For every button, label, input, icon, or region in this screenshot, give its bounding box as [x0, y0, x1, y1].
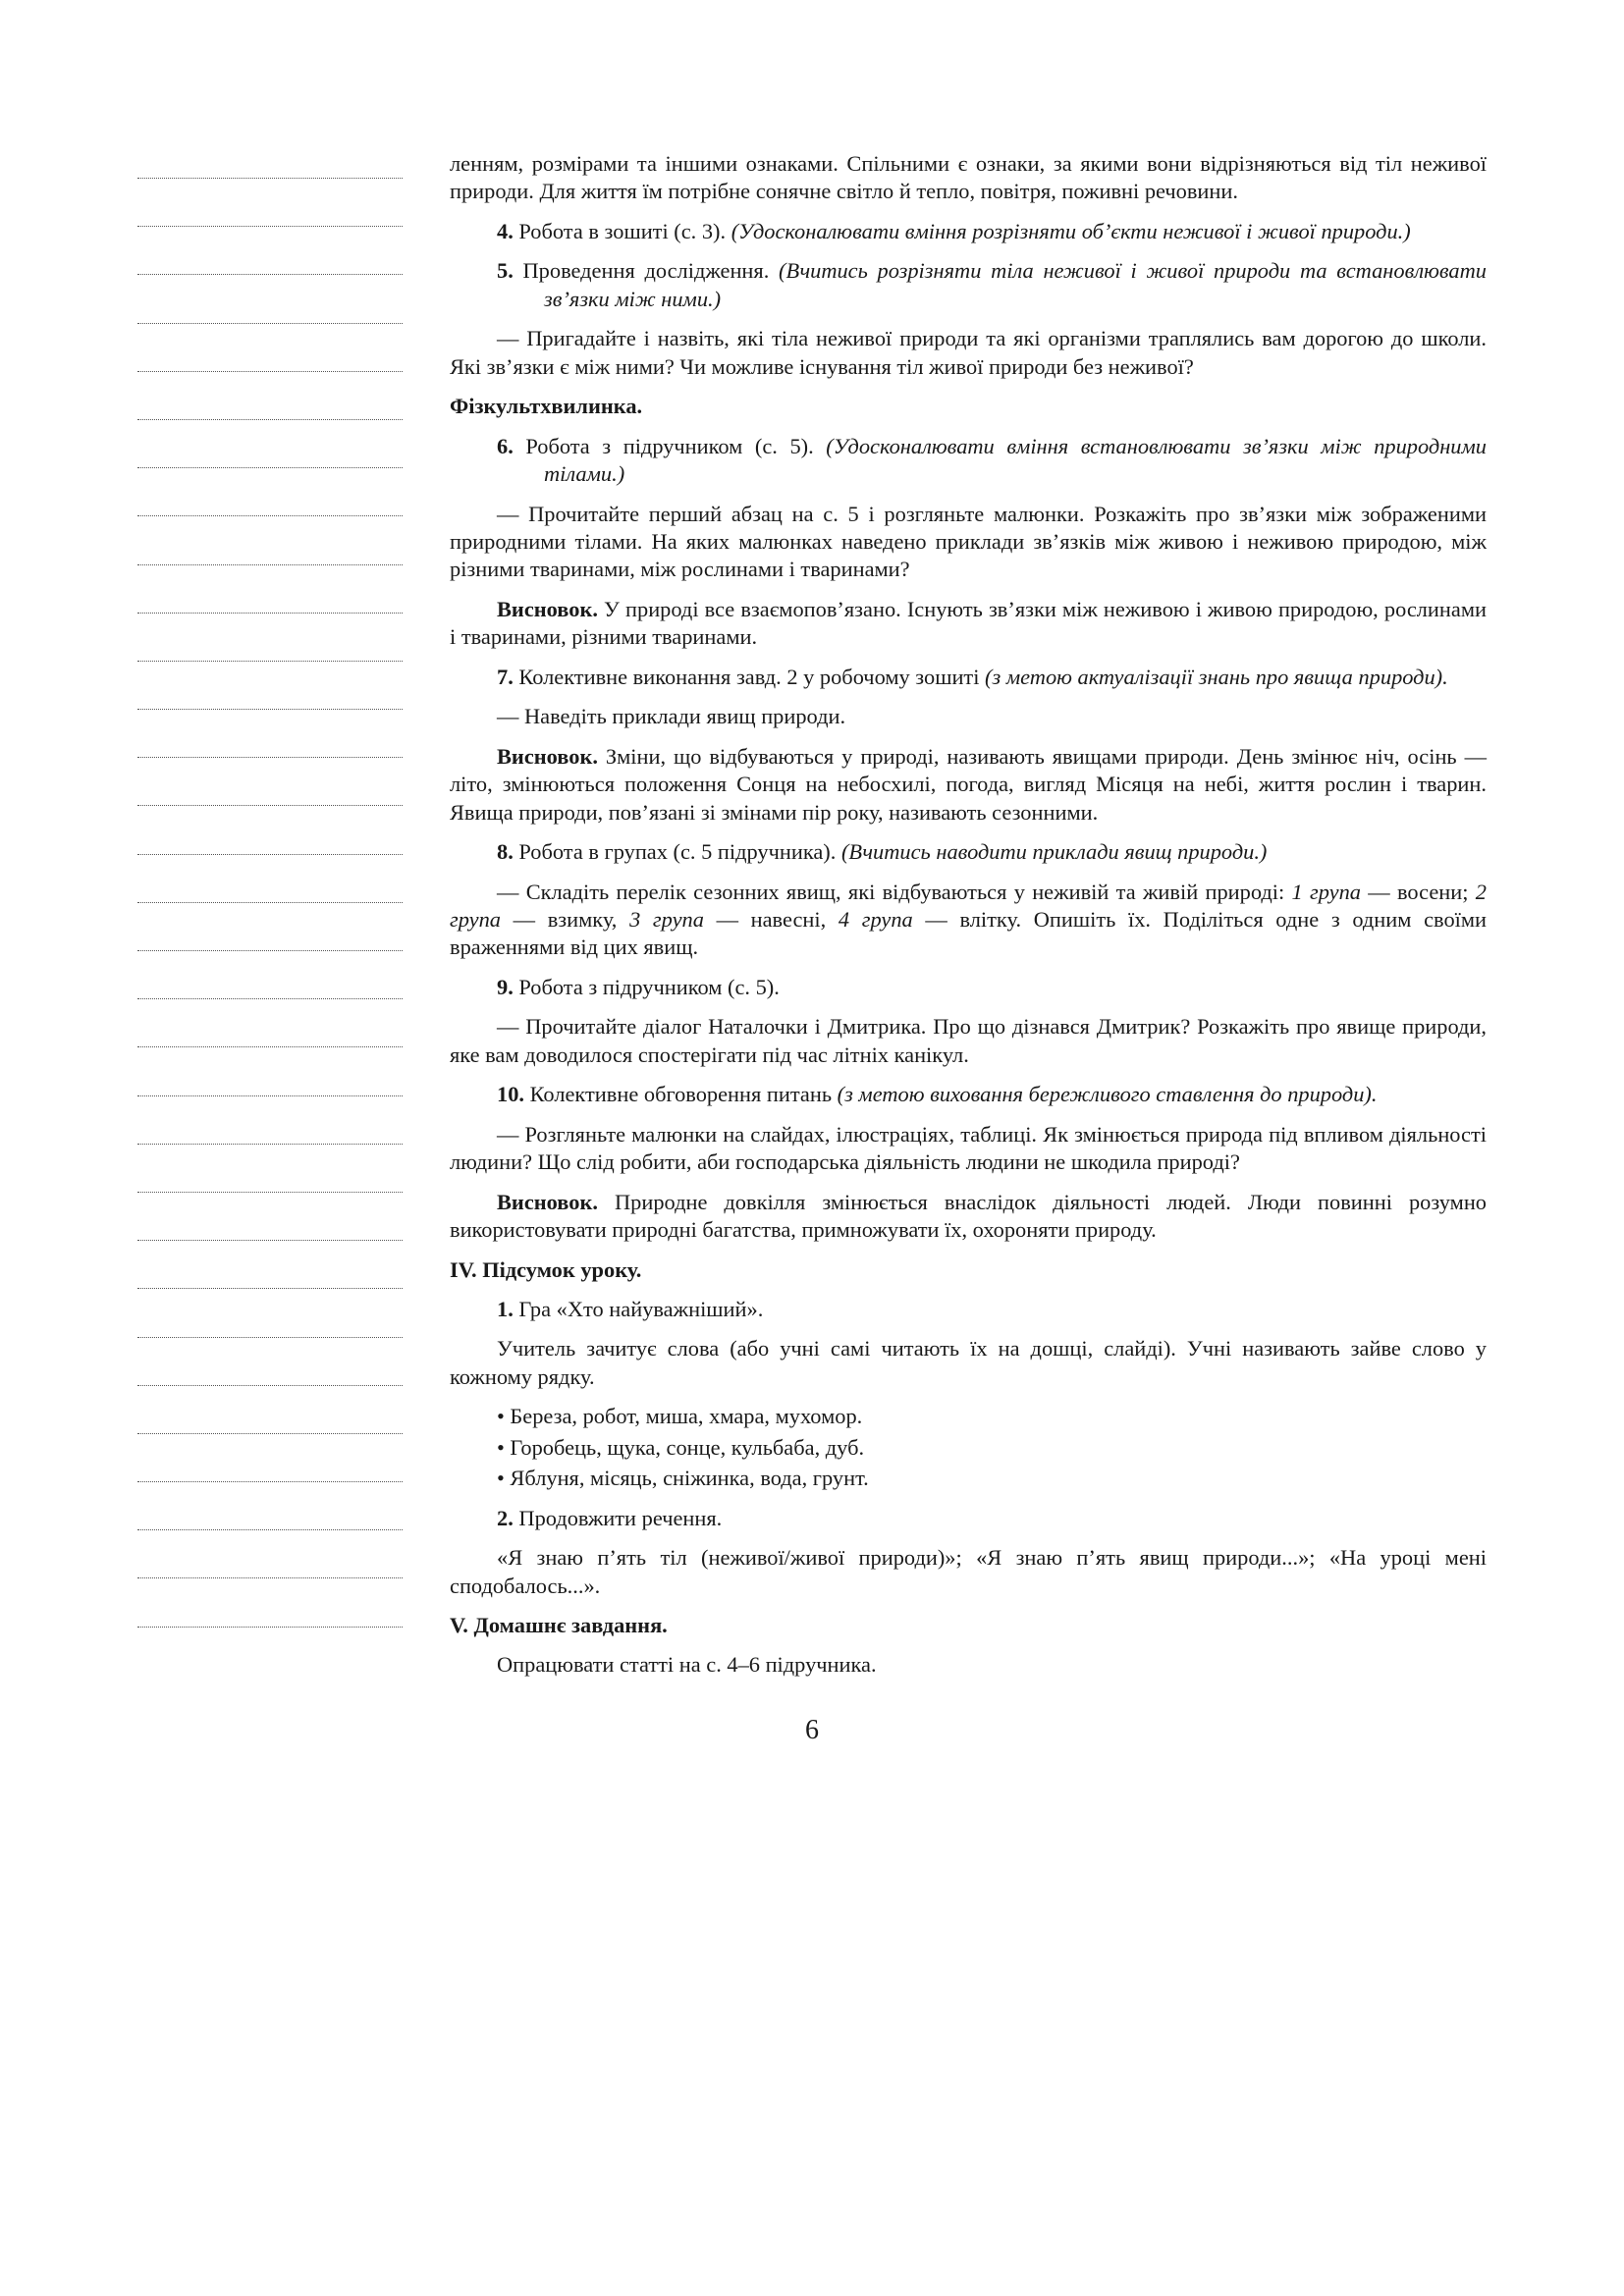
margin-line — [137, 178, 403, 179]
question: — Складіть перелік сезонних явищ, які відбуваються у неживій та живій природі: 1 група — восени; 2 група — взимку, 3 група — навесні, 4 група — влітку. Опишіть їх. Поділіться одне з одним своїми враженнями від цих явищ. — [450, 879, 1488, 960]
list-item: • Береза, робот, миша, хмара, мухомор. — [497, 1404, 863, 1429]
homework: Опрацювати статті на с. 4–6 підручника. — [497, 1652, 877, 1678]
margin-line — [137, 467, 403, 468]
margin-line — [137, 323, 403, 324]
task-4: 4. Робота в зошиті (с. 3). (Удосконалювати вміння розрізняти об’єкти неживої і живої природи.) — [497, 218, 1411, 243]
margin-line — [137, 805, 403, 806]
conclusion: Висновок. Природне довкілля змінюється внаслідок діяльності людей. Люди повинні розумно використовувати природні багатства, примножувати їх, охороняти природу. — [450, 1189, 1487, 1243]
task-10: 10. Колективне обговорення питань (з метою виховання бережливого ставлення до природи). — [497, 1082, 1378, 1107]
conclusion: Висновок. Зміни, що відбуваються у природі, називають явищами природи. День змінює ніч, осінь — літо, змінюються положення Сонця на небосхилі, погода, вигляд Місяця на небі, життя рослин і тварин. Явища природи, пов’язані зі змінами пір року, називають сезонними. — [450, 743, 1487, 825]
margin-line — [137, 226, 403, 227]
margin-line — [137, 515, 403, 516]
game-item: 2. Продовжити речення. — [497, 1505, 723, 1530]
margin-line — [137, 1144, 403, 1145]
question: — Прочитайте перший абзац на с. 5 і розгляньте малюнки. Розкажіть про зв’язки між зображеними природними тілами. На яких малюнках наведено приклади зв’язків між живою і неживою природою, між різними тваринами, між рослинами і тваринами? — [450, 501, 1487, 582]
task-5: 5. Проведення дослідження. (Вчитись розрізняти тіла неживої і живої природи та встановлювати зв’язки між ними.) — [497, 258, 1487, 311]
margin-line — [137, 709, 403, 710]
question: — Наведіть приклади явищ природи. — [497, 704, 846, 729]
word-list — [450, 1403, 1487, 1492]
task-6: 6. Робота з підручником (с. 5). (Удосконалювати вміння встановлювати зв’язки між природними тілами.) — [497, 433, 1487, 487]
game-item: 1. Гра «Хто найуважніший». — [497, 1296, 764, 1321]
task-9: 9. Робота з підручником (с. 5). — [497, 974, 780, 999]
margin-line — [137, 902, 403, 903]
question: — Прочитайте діалог Наталочки і Дмитрика. Про що дізнався Дмитрик? Розкажіть про явище природи, яке вам доводилося спостерігати під час літніх канікул. — [450, 1014, 1487, 1067]
margin-line — [137, 1385, 403, 1386]
list-item: • Яблуня, місяць, сніжинка, вода, грунт. — [497, 1466, 869, 1491]
page-number: 6 — [805, 1715, 819, 1745]
margin-line — [137, 1481, 403, 1482]
margin-line — [137, 1095, 403, 1096]
margin-line — [137, 274, 403, 275]
paragraph: «Я знаю п’ять тіл (неживої/живої природи)»; «Я знаю п’ять явищ природи...»; «На уроці мені сподобалось...». — [450, 1545, 1487, 1598]
margin-line — [137, 1627, 403, 1628]
margin-note-lines — [137, 178, 403, 1675]
list-item: • Горобець, щука, сонце, кульбаба, дуб. — [497, 1434, 865, 1460]
margin-line — [137, 1577, 403, 1578]
margin-line — [137, 1046, 403, 1047]
paragraph: Учитель зачитує слова (або учні самі читають їх на дошці, слайді). Учні називають зайве слово у кожному рядку. — [450, 1336, 1487, 1389]
margin-line — [137, 1433, 403, 1434]
margin-line — [137, 998, 403, 999]
conclusion: Висновок. У природі все взаємопов’язано. Існують зв’язки між неживою і живою природою, рослинами і тваринами, різними тваринами. — [450, 596, 1487, 650]
margin-line — [137, 613, 403, 614]
margin-line — [137, 1240, 403, 1241]
task-8: 8. Робота в групах (с. 5 підручника). (Вчитись наводити приклади явищ природи.) — [497, 839, 1268, 865]
margin-line — [137, 419, 403, 420]
question: — Пригадайте і назвіть, які тіла неживої природи та які організми траплялись вам дорогою до школи. Які зв’язки є між ними? Чи можливе існування тіл живої природи без неживої? — [450, 326, 1487, 379]
section-heading: IV. Підсумок уроку. — [450, 1256, 642, 1282]
margin-line — [137, 1529, 403, 1530]
section-heading: V. Домашнє завдання. — [450, 1613, 668, 1638]
margin-line — [137, 757, 403, 758]
task-7: 7. Колективне виконання завд. 2 у робочому зошиті (з метою актуалізації знань про явища природи). — [497, 664, 1448, 689]
margin-line — [137, 1337, 403, 1338]
margin-line — [137, 1288, 403, 1289]
page-content — [450, 150, 1487, 1691]
paragraph: ленням, розмірами та іншими ознаками. Спільними є ознаки, за якими вони відрізняються від тіл неживої природи. Для життя їм потрібне сонячне світло й тепло, повітря, поживні речовини. — [450, 151, 1487, 204]
margin-line — [137, 661, 403, 662]
margin-line — [137, 1192, 403, 1193]
margin-line — [137, 564, 403, 565]
margin-line — [137, 854, 403, 855]
question: — Розгляньте малюнки на слайдах, ілюстраціях, таблиці. Як змінюється природа під впливом діяльності людини? Що слід робити, аби господарська діяльність людини не шкодила природі? — [450, 1121, 1487, 1175]
margin-line — [137, 371, 403, 372]
margin-line — [137, 950, 403, 951]
section-heading: Фізкультхвилинка. — [450, 394, 643, 419]
